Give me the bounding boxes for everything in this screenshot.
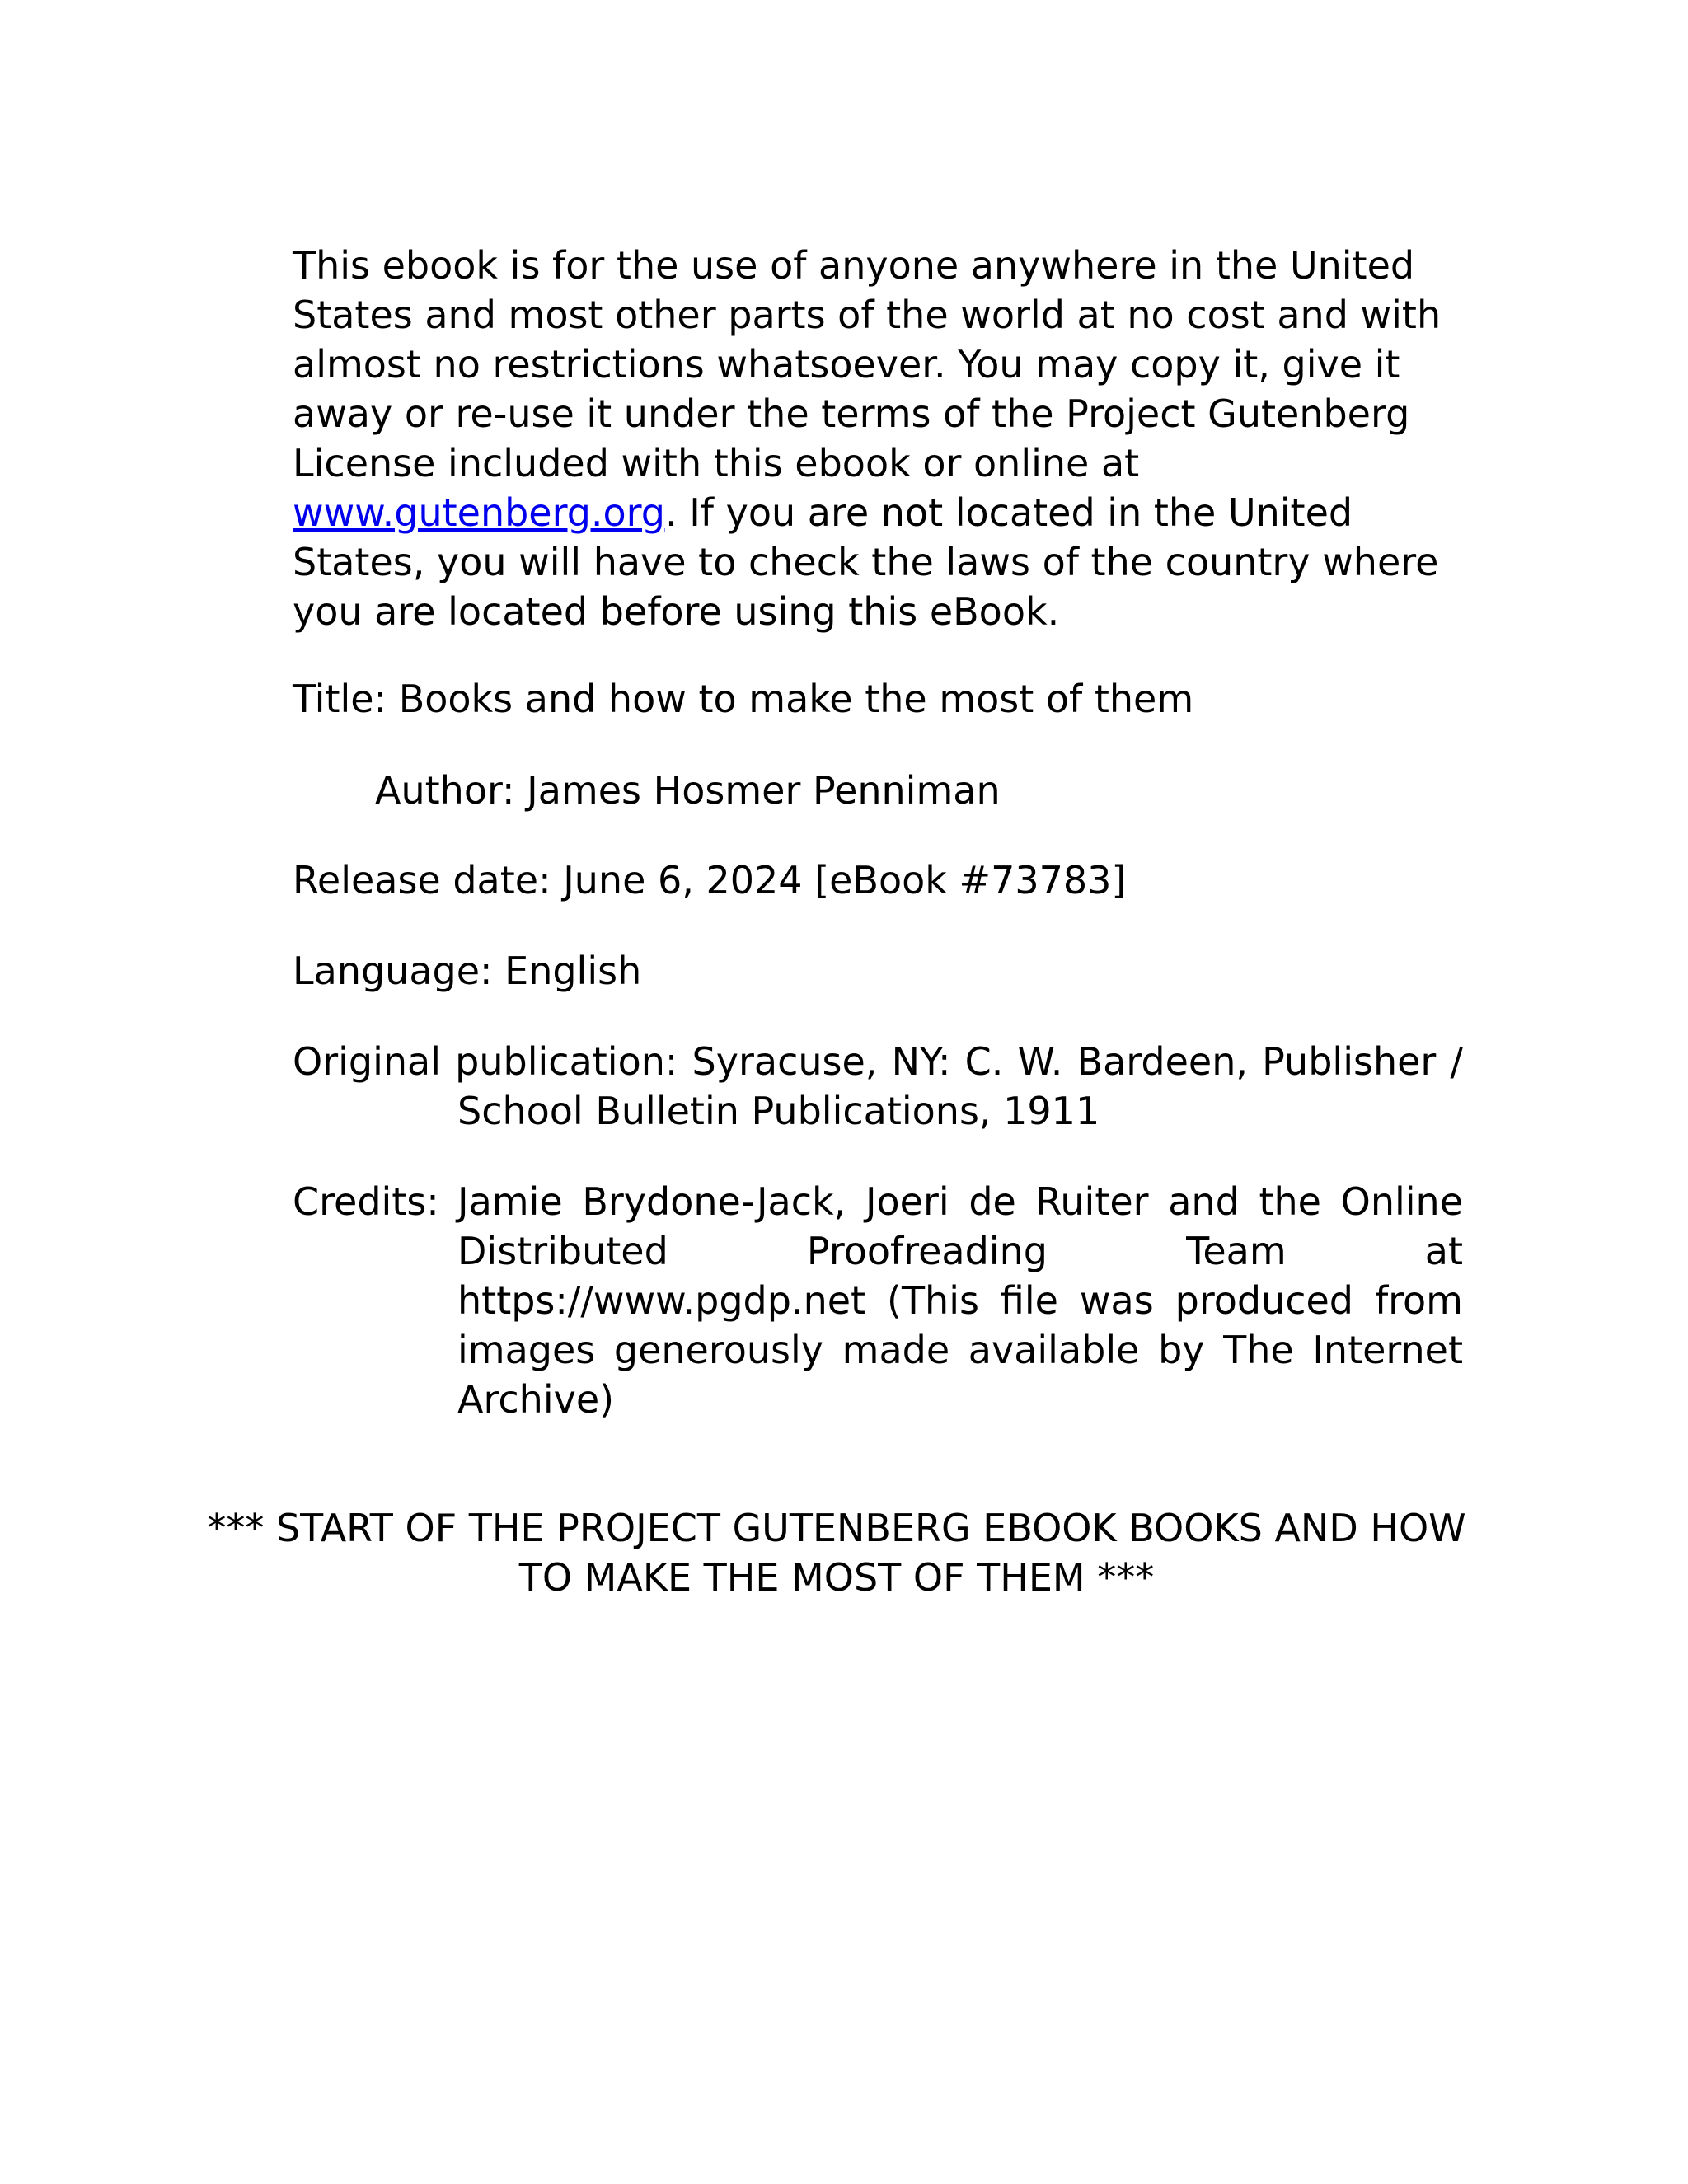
publication-value-line1: Syracuse, NY: C. W. Bardeen, Publisher /	[692, 1039, 1463, 1084]
credits-value: Jamie Brydone-Jack, Joeri de Ruiter and the Online Distributed Proofreading Team at https://www.pgdp.net (This file was produced from images generously made available by The Internet Archive)	[457, 1179, 1463, 1422]
publication-first-line	[293, 1037, 1463, 1086]
publication-value-line2: School Bulletin Publications, 1911	[457, 1089, 1100, 1133]
start-marker: *** START OF THE PROJECT GUTENBERG EBOOK BOOKS AND HOW TO MAKE THE MOST OF THEM ***	[207, 1506, 1466, 1600]
gutenberg-link[interactable]: www.gutenberg.org	[293, 490, 665, 535]
language-line: Language: English	[293, 949, 642, 993]
release-date-line: Release date: June 6, 2024 [eBook #73783]	[293, 858, 1127, 902]
intro-text-start: This ebook is for the use of anyone anywhere in the United States and most other parts of the world at no cost and with almost no restrictions whatsoever. You may copy it, give it away or re-use it under the terms of the Project Gutenberg License included with this ebook or online at	[293, 243, 1442, 485]
credits-label: Credits:	[293, 1179, 439, 1224]
intro-text-end: . If you are not located in the United States, you will have to check the laws of the country where you are located before using this eBook.	[293, 490, 1439, 634]
credits	[293, 1177, 1463, 1424]
publication-label: Original publication:	[293, 1039, 678, 1084]
original-publication	[293, 1037, 1463, 1136]
author-line: Author: James Hosmer Penniman	[375, 768, 1001, 813]
title-line: Title: Books and how to make the most of them	[293, 677, 1194, 721]
intro-paragraph	[293, 241, 1463, 636]
